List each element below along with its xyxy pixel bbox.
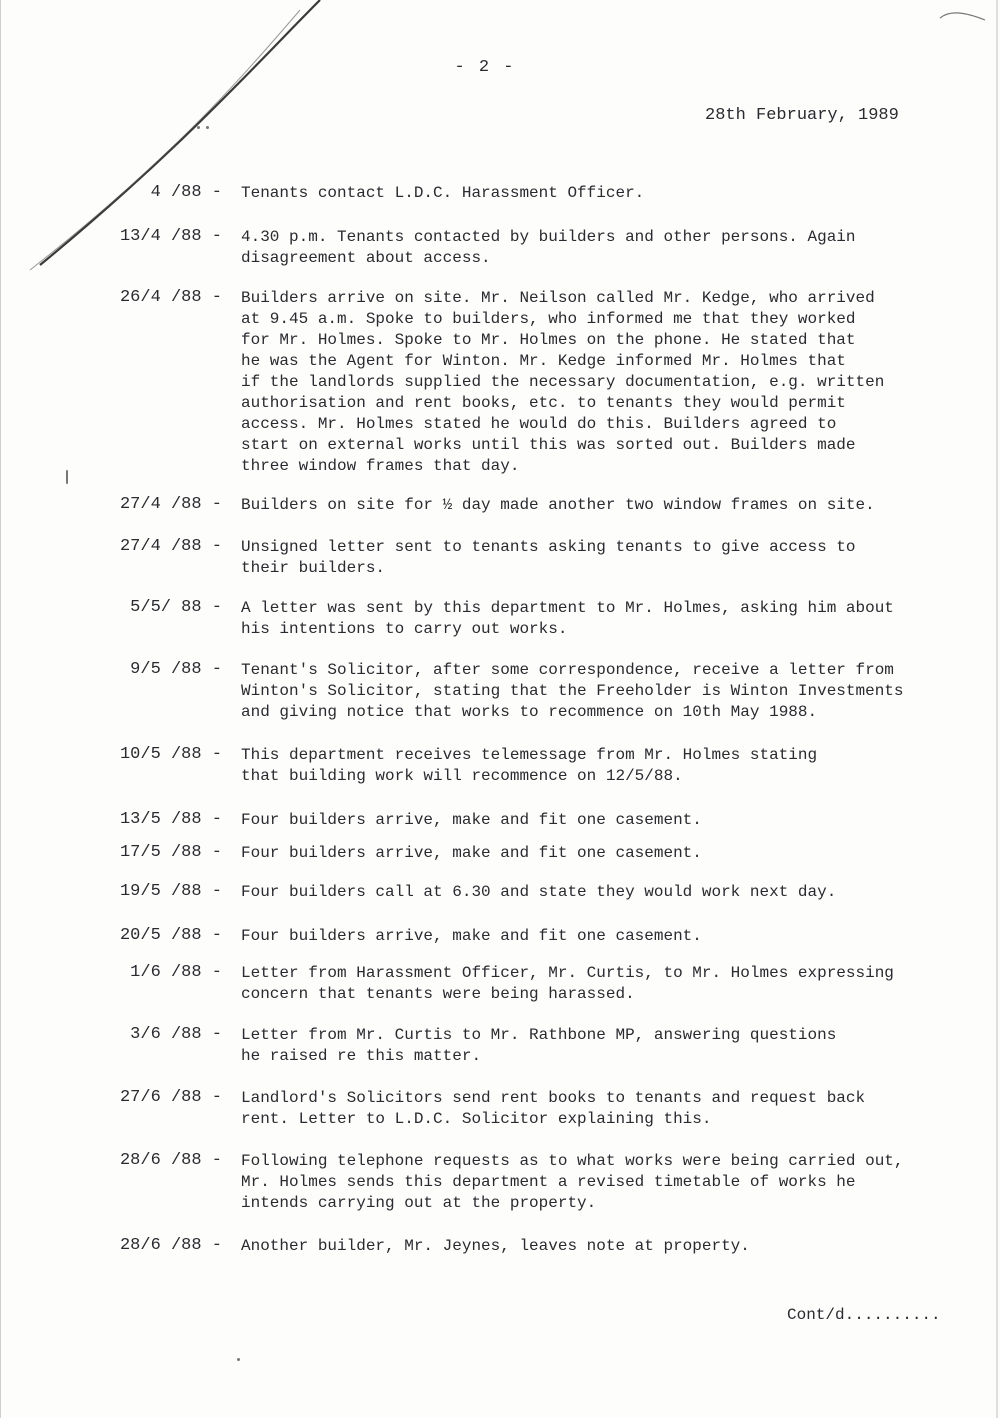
entry-date: 28/6 /88 - xyxy=(119,1236,222,1255)
entry-text: Tenants contact L.D.C. Harassment Officer. xyxy=(241,184,645,202)
entry-date: 4 /88 - xyxy=(150,183,222,202)
continued-note: Cont/d.......... xyxy=(787,1306,941,1324)
entry-date: 1/6 /88 - xyxy=(130,963,222,982)
entry-text: Unsigned letter sent to tenants asking tenants to give access to their builders. xyxy=(241,538,856,577)
entry-date: 3/6 /88 - xyxy=(130,1025,222,1044)
scan-speck xyxy=(197,126,200,129)
entry-date: 27/4 /88 - xyxy=(119,537,222,556)
entry-date: 9/5 /88 - xyxy=(130,660,222,679)
entry-text: Following telephone requests as to what works were being carried out, Mr. Holmes sends this department a revised timetable of works he intends carrying out at the property. xyxy=(241,1152,904,1212)
entry-date: 27/6 /88 - xyxy=(119,1088,222,1107)
entry-text: Four builders call at 6.30 and state they would work next day. xyxy=(241,883,837,901)
entry-date: 5/5/ 88 - xyxy=(130,598,222,617)
entry-text: This department receives telemessage from Mr. Holmes stating that building work will recommence on 12/5/88. xyxy=(241,746,818,785)
entry-text: Four builders arrive, make and fit one casement. xyxy=(241,927,702,945)
entry-text: A letter was sent by this department to Mr. Holmes, asking him about his intentions to carry out works. xyxy=(241,599,894,638)
entry-date: 26/4 /88 - xyxy=(119,288,222,307)
entry-date: 13/4 /88 - xyxy=(119,227,222,246)
entry-date: 20/5 /88 - xyxy=(119,926,222,945)
entry-text: Letter from Mr. Curtis to Mr. Rathbone MP, answering questions he raised re this matter. xyxy=(241,1026,837,1065)
entry-text: Four builders arrive, make and fit one casement. xyxy=(241,844,702,862)
entry-text: Another builder, Mr. Jeynes, leaves note at property. xyxy=(241,1237,750,1255)
entry-date: 13/5 /88 - xyxy=(119,810,222,829)
entry-text: Landlord's Solicitors send rent books to tenants and request back rent. Letter to L.D.C. Solicitor explaining this. xyxy=(241,1089,866,1128)
entry-text: Letter from Harassment Officer, Mr. Curtis, to Mr. Holmes expressing concern that tenants were being harassed. xyxy=(241,964,894,1003)
scan-speck xyxy=(206,126,209,129)
page-number: - 2 - xyxy=(454,58,516,77)
scan-speck xyxy=(237,1358,240,1361)
entry-date: 19/5 /88 - xyxy=(119,882,222,901)
document-date: 28th February, 1989 xyxy=(705,106,899,125)
entry-text: Tenant's Solicitor, after some correspondence, receive a letter from Winton's Solicitor, stating that the Freeholder is Winton Investments and giving notice that works to recommence on 10th May 1988. xyxy=(241,661,904,721)
entry-date: 17/5 /88 - xyxy=(119,843,222,862)
entry-text: Four builders arrive, make and fit one casement. xyxy=(241,811,702,829)
entry-date: 28/6 /88 - xyxy=(119,1151,222,1170)
entry-text: Builders on site for ½ day made another two window frames on site. xyxy=(241,496,875,514)
entry-text: Builders arrive on site. Mr. Neilson called Mr. Kedge, who arrived at 9.45 a.m. Spoke to builders, who informed me that they worked for Mr. Holmes. Spoke to Mr. Holmes on the phone. He stated that he was the Agent for Winton. Mr. Kedge informed Mr. Holmes that if the landlords supplied the necessary documentation, e.g. written authorisation and rent books, etc. to tenants they would permit access. Mr. Holmes stated he would do this. Builders agreed to start on external works until this was sorted out. Builders made three window frames that day. xyxy=(241,289,885,475)
scan-speck xyxy=(66,470,68,484)
entry-date: 27/4 /88 - xyxy=(119,495,222,514)
entry-date: 10/5 /88 - xyxy=(119,745,222,764)
entry-text: 4.30 p.m. Tenants contacted by builders and other persons. Again disagreement about access. xyxy=(241,228,856,267)
